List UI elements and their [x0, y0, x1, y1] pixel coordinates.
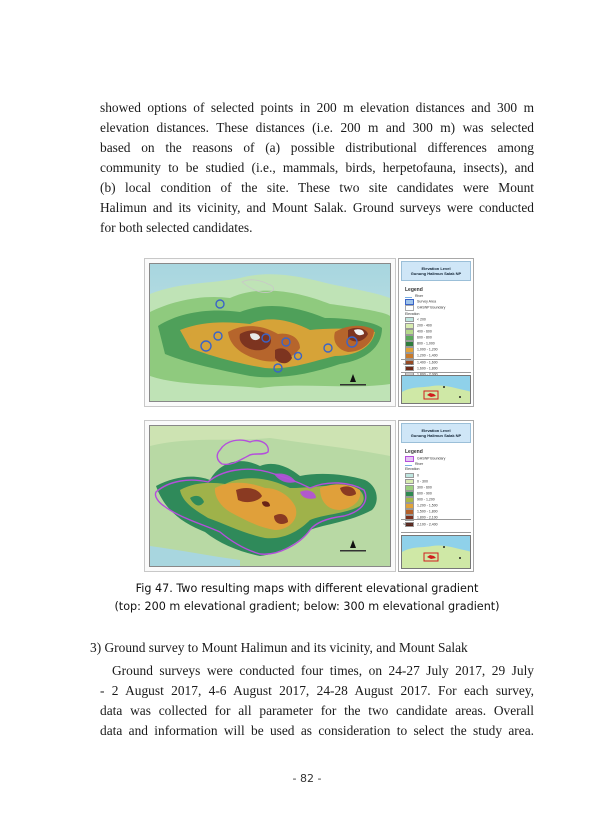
elevation-class-label: 800 - 1,000 — [417, 341, 435, 346]
legend-title — [401, 261, 471, 281]
bottom-map-legend — [398, 420, 474, 572]
bottom-elevation-map — [144, 420, 396, 572]
elevation-class-list — [405, 317, 469, 384]
text-line: for both selected candidates. — [100, 220, 253, 235]
elevation-class-label: < 200 — [417, 317, 426, 322]
map-frame — [149, 425, 391, 567]
elevation-class-label: 200 - 400 — [417, 323, 432, 328]
legend-title-line2: Gunung Halimun Salak NP — [410, 433, 462, 438]
elevation-swatch — [405, 509, 414, 515]
elevation-swatch — [405, 479, 414, 485]
elevation-swatch — [405, 485, 414, 491]
elevation-heading: Elevation — [405, 311, 420, 316]
locator-inset-map — [401, 535, 471, 569]
legend-item-river: River — [405, 462, 469, 467]
elevation-class-label: 900 - 1,200 — [417, 497, 435, 502]
legend-title — [401, 423, 471, 443]
elevation-swatch — [405, 491, 414, 497]
elevation-class-label: 0 - 300 — [417, 479, 428, 484]
legend-item-boundary: GHSNP Boundary — [405, 305, 469, 311]
legend-title-line1: Elevation Level — [421, 428, 451, 433]
elevation-class-label: 600 - 800 — [417, 335, 432, 340]
elevation-swatch — [405, 335, 414, 341]
legend-heading: Legend — [405, 449, 423, 455]
legend-heading: Legend — [405, 287, 423, 293]
elevation-swatch — [405, 323, 414, 329]
elevation-class-label: 1,200 - 1,400 — [417, 354, 438, 359]
legend-title-line2: Gunung Halimun Salak NP — [410, 271, 462, 276]
elevation-class-label: 1,200 - 1,500 — [417, 503, 438, 508]
body-paragraph-2 — [100, 661, 534, 741]
text-line: - 2 August 2017, 4-6 August 2017, 24-28 August 2017. For each survey, — [100, 683, 534, 698]
legend-body — [405, 449, 469, 528]
elevation-class-label: 300 - 600 — [417, 485, 432, 490]
elevation-class-label: 1,800 - 2,100 — [417, 516, 438, 521]
map-frame — [149, 263, 391, 402]
text-line: showed options of selected points in 200 m elevation distances and 300 m — [100, 100, 534, 115]
top-map-legend — [398, 258, 474, 407]
elevation-class-label: 1,600 - 1,800 — [417, 366, 438, 371]
elevation-swatch — [405, 497, 414, 503]
figure-caption — [0, 580, 614, 616]
elevation-class-label: 2,100 - 2,400 — [417, 522, 438, 527]
locator-inset-map — [401, 375, 471, 404]
terrain-map-200m — [150, 264, 390, 401]
caption-line-2: (top: 200 m elevational gradient; below: 300 m elevational gradient) — [114, 600, 500, 613]
text-line: based on the reasons of (a) possible distributional differences among — [100, 140, 534, 155]
body-paragraph-1 — [100, 98, 534, 238]
elevation-swatch — [405, 317, 414, 323]
elevation-class-label: 1,000 - 1,200 — [417, 348, 438, 353]
text-line: data and information will be used as consideration to select the study area. — [100, 723, 534, 738]
text-line: elevation distances. These distances (i.e. 200 m and 300 m) was selected — [100, 120, 534, 135]
map-notes: Source: — [401, 519, 471, 533]
elevation-class-label: 600 - 900 — [417, 491, 432, 496]
text-line: Halimun and its vicinity, and Mount Salak. Ground surveys were conducted — [100, 200, 534, 215]
elevation-swatch — [405, 503, 414, 509]
legend-item-survey-area: Survey Area — [405, 299, 469, 305]
page-number: - 82 - — [292, 772, 322, 785]
caption-line-1: Fig 47. Two resulting maps with different elevational gradient — [135, 582, 479, 595]
elevation-swatch — [405, 347, 414, 353]
text-line: data was collected for all parameter for the two candidate areas. Overall — [100, 703, 534, 718]
text-line: community to be studied (i.e., mammals, birds, herpetofauna, insects), and — [100, 160, 534, 175]
elevation-class-label: 1,500 - 1,800 — [417, 510, 438, 515]
legend-title-line1: Elevation Level — [421, 266, 451, 271]
terrain-map-300m — [150, 426, 390, 566]
top-elevation-map — [144, 258, 396, 407]
section-heading: 3) Ground survey to Mount Halimun and its vicinity, and Mount Salak — [90, 640, 468, 655]
map-notes: Source: — [401, 359, 471, 373]
elevation-class-label: 0 — [417, 473, 419, 478]
elevation-heading: Elevation — [405, 467, 420, 472]
text-line: Ground surveys were conducted four times, on 24-27 July 2017, 29 July — [112, 663, 534, 678]
legend-item-river: River — [405, 294, 469, 299]
elevation-swatch — [405, 473, 414, 479]
elevation-swatch — [405, 329, 414, 335]
elevation-swatch — [405, 341, 414, 347]
text-line: (b) local condition of the site. These two site candidates were Mount — [100, 180, 534, 195]
elevation-class-label: 400 - 600 — [417, 329, 432, 334]
legend-item-boundary: GHSNP Boundary — [405, 456, 469, 462]
elevation-class-label: 1,400 - 1,600 — [417, 360, 438, 365]
